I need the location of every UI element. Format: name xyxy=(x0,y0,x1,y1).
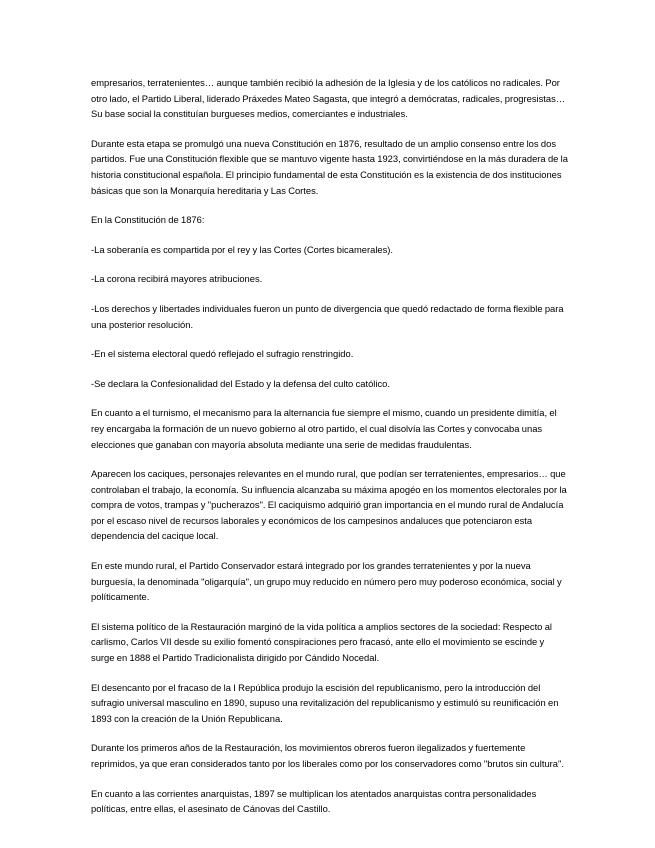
paragraph: empresarios, terratenientes… aunque también recibió la adhesión de la Iglesia y de los católicos no radicales. Por otro lado, el Partido Liberal, liderado Práxedes Mateo Sagasta, que integró a demócratas, radicales, progresistas…Su base social la constituían burgueses medios, comerciantes e industriales. xyxy=(91,77,566,120)
paragraph: Durante esta etapa se promulgó una nueva Constitución en 1876, resultado de un amplio consenso entre los dos partidos. Fue una Constitución flexible que se mantuvo vigente hasta 1923, convirtiéndose en la más duradera de la historia constitucional española. El principio fundamental de esta Constitución es la existencia de dos instituciones básicas que son la Monarquía hereditaria y Las Cortes. xyxy=(91,137,568,196)
list-item: -La corona recibirá mayores atribuciones. xyxy=(91,273,263,285)
paragraph: El sistema político de la Restauración marginó de la vida política a amplios sectores de la sociedad: Respecto al carlismo, Carlos VII desde su exilio fomentó conspiraciones pero fracasó, ante ello el movimiento se escinde y surge en 1888 el Partido Tradicionalista dirigido por Cándido Nocedal. xyxy=(91,620,552,664)
list-item: -En el sistema electoral quedó reflejado el sufragio renstringido. xyxy=(91,348,354,360)
paragraph: En este mundo rural, el Partido Conservador estará integrado por los grandes terratenientes y por la nueva burguesía, la denominada "oligarquía", un grupo muy reducido en número pero muy poderoso económica, social y políticamente. xyxy=(91,560,562,603)
paragraph: Durante los primeros años de la Restauración, los movimientos obreros fueron ilegalizados y fuertemente reprimidos, ya que eran considerados tanto por los liberales como por los conservadores como "brutos sin cultura". xyxy=(91,742,564,769)
list-item: -Los derechos y libertades individuales fueron un punto de divergencia que quedó redactado de forma flexible para una posterior resolución. xyxy=(91,302,564,330)
paragraph: Aparecen los caciques, personajes relevantes en el mundo rural, que podían ser terratenientes, empresarios… que controlaban el trabajo, la economía. Su influencia alcanzaba su máxima apogéo en los momentos electorales por la compra de votos, trampas y "pucherazos". El caciquismo adquirió gran importancia en el mundo rural de Andalucía por el escaso nivel de recursos laborales y económicos de los campesinos andaluces que potenciaron esta dependencia del cacique local. xyxy=(91,468,567,542)
paragraph: El desencanto por el fracaso de la I República produjo la escisión del republicanismo, pero la introducción del sufragio universal masculino en 1890, supuso una revitalización del republicanismo y estimuló su reunificación en 1893 con la creación de la Unión Republicana. xyxy=(91,681,559,724)
paragraph: En cuanto a las corrientes anarquistas, 1897 se multiplican los atentados anarquistas contra personalidades políticas, entre ellas, el asesinato de Cánovas del Castillo. xyxy=(91,787,537,815)
list-item: -Se declara la Confesionalidad del Estado y la defensa del culto católico. xyxy=(91,377,390,389)
paragraph: En cuanto a el turnismo, el mecanismo para la alternancia fue siempre el mismo, cuando un presidente dimitía, el rey encargaba la formación de un nuevo gobierno al otro partido, el cual disolvía las Cortes y convocaba unas elecciones que ganaban con mayoría absoluta mediante una serie de medidas fraudulentas. xyxy=(91,407,557,450)
paragraph: En la Constitución de 1876: xyxy=(91,214,205,226)
list-item: -La soberanía es compartida por el rey y las Cortes (Cortes bicamerales). xyxy=(91,243,394,255)
document-body xyxy=(91,75,569,831)
